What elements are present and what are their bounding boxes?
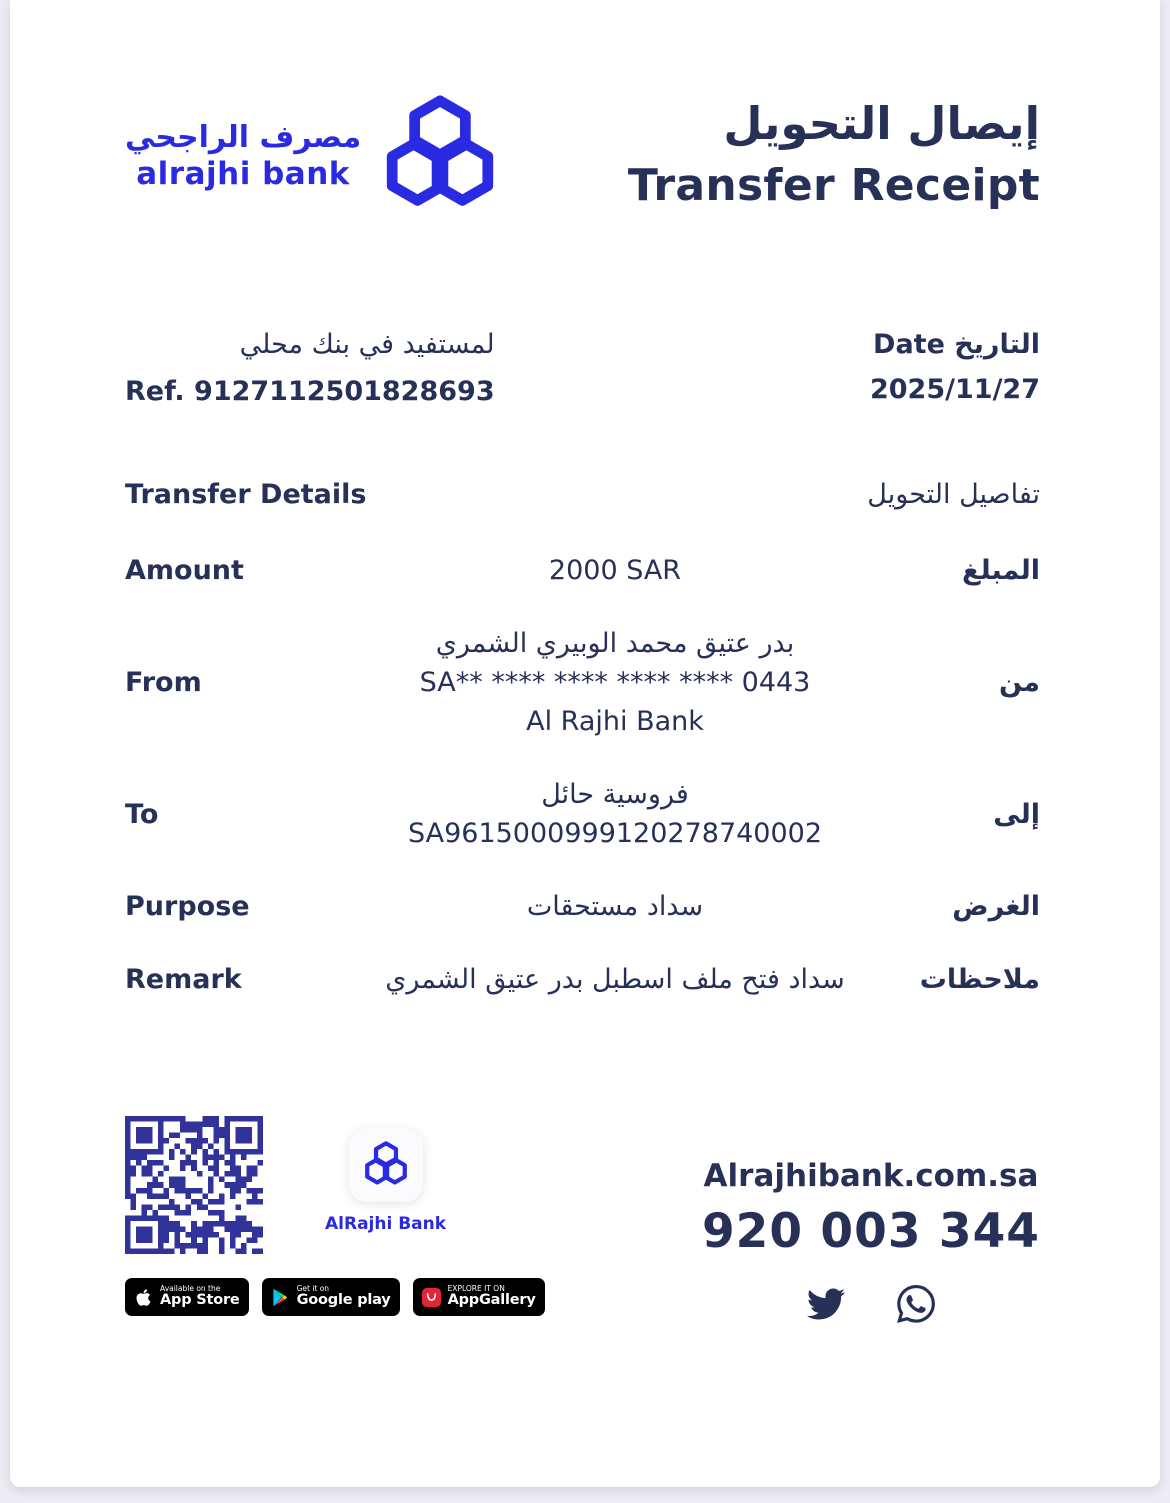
row-remark-label-ar: ملاحظات (919, 964, 1040, 995)
row-purpose-label-ar: الغرض (952, 891, 1040, 922)
bank-name-english: alrajhi bank (136, 156, 350, 192)
twitter-icon[interactable] (807, 1285, 845, 1327)
app-store-badge-bottom: App Store (160, 1292, 240, 1309)
beneficiary-meta (125, 329, 495, 407)
details-rows (125, 534, 1040, 1016)
row-amount-label-ar: المبلغ (962, 555, 1040, 586)
google-play-icon (271, 1288, 290, 1307)
row-from (125, 607, 1040, 758)
meta-section (125, 329, 1040, 407)
details-heading (125, 479, 1040, 510)
appgallery-badge-top: EXPLORE IT ON (447, 1284, 505, 1294)
app-store-badge[interactable] (125, 1278, 249, 1316)
row-purpose-label-en: Purpose (125, 891, 250, 922)
row-from-label-en: From (125, 667, 202, 698)
receipt-title-arabic: إيصال التحويل (723, 97, 1040, 150)
row-to-value (300, 775, 930, 853)
row-amount-label-en: Amount (125, 555, 244, 586)
bank-brand-text (125, 120, 361, 192)
bank-brand (125, 95, 499, 217)
google-play-badge-top: Get it on (296, 1284, 330, 1294)
appgallery-icon (422, 1288, 441, 1307)
footer-left (125, 1116, 545, 1327)
row-purpose-value (300, 887, 930, 926)
appgallery-badge-bottom: AppGallery (447, 1292, 536, 1309)
beneficiary-note: لمستفيد في بنك محلي (239, 329, 495, 360)
remark-value: سداد فتح ملف اسطبل بدر عتيق الشمري (385, 964, 845, 995)
social-icons (702, 1285, 1040, 1327)
website: Alrajhibank.com.sa (703, 1158, 1039, 1194)
from-name: بدر عتيق محمد الوبيري الشمري (435, 628, 795, 659)
reference-number: Ref. 9127112501828693 (125, 376, 495, 407)
receipt-title-english: Transfer Receipt (627, 160, 1040, 211)
qr-code (125, 1116, 263, 1254)
app-store-badge-top: Available on the (160, 1284, 221, 1294)
header (125, 0, 1040, 217)
from-account-masked: SA** **** **** **** **** 0443 (419, 667, 811, 698)
app-label: AlRajhi Bank (325, 1214, 447, 1234)
google-play-badge[interactable] (262, 1278, 400, 1316)
row-remark-label-en: Remark (125, 964, 242, 995)
receipt-title-block (628, 95, 1040, 211)
alrajhi-hexagons-icon (381, 95, 499, 217)
details-heading-arabic: تفاصيل التحويل (867, 479, 1040, 510)
footer-right (702, 1116, 1040, 1327)
row-purpose (125, 870, 1040, 943)
row-from-label-ar: من (998, 667, 1040, 698)
row-from-value (300, 624, 930, 741)
date-meta (870, 329, 1040, 405)
purpose-value: سداد مستحقات (526, 891, 704, 922)
row-remark-value (300, 960, 930, 999)
to-iban: SA9615000999120278740002 (407, 818, 823, 849)
row-amount (125, 534, 1040, 607)
alrajhi-app-icon (349, 1128, 423, 1202)
apple-icon (134, 1288, 153, 1307)
phone-number: 920 003 344 (701, 1204, 1040, 1259)
details-heading-english: Transfer Details (125, 479, 367, 510)
row-to (125, 758, 1040, 870)
date-value: 2025/11/27 (869, 374, 1040, 405)
google-play-badge-bottom: Google play (296, 1292, 391, 1309)
amount-value: 2000 SAR (548, 555, 682, 586)
whatsapp-icon[interactable] (897, 1285, 935, 1327)
store-badges (125, 1278, 545, 1316)
receipt-card (10, 0, 1160, 1487)
to-name: فروسية حائل (541, 779, 689, 810)
from-bank: Al Rajhi Bank (526, 706, 704, 737)
appgallery-badge[interactable] (413, 1278, 545, 1316)
date-label: التاريخ Date (873, 329, 1040, 360)
bank-name-arabic: مصرف الراجحي (125, 120, 362, 155)
app-block (325, 1116, 446, 1234)
footer (125, 1116, 1040, 1327)
row-amount-value (300, 551, 930, 590)
row-to-label-ar: إلى (993, 798, 1040, 830)
row-remark (125, 943, 1040, 1016)
row-to-label-en: To (125, 798, 159, 830)
